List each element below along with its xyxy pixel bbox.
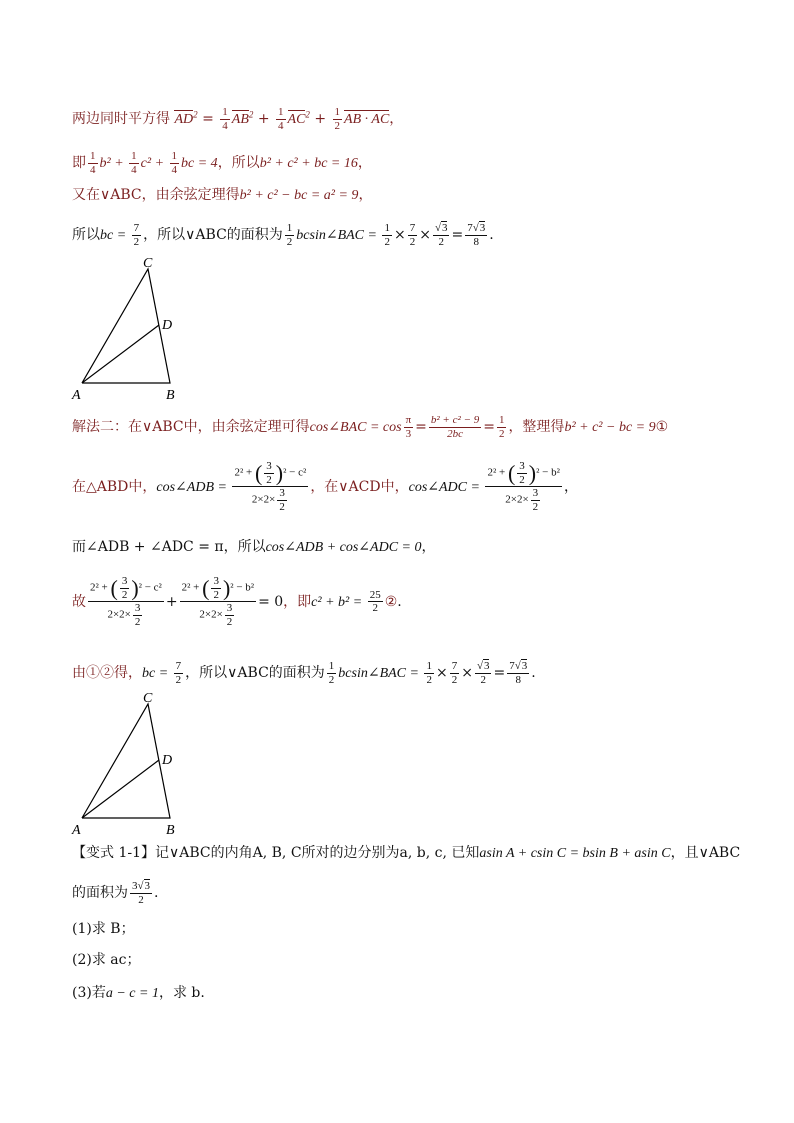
label-c: C [143, 256, 153, 271]
label-d: D [162, 318, 173, 333]
variant-problem-line1: 【变式 1-1】记∨ABC的内角A, B, C所对的边分别为a, b, c, 已知asin A + csin C = bsin B + asin C，且∨ABC [72, 845, 741, 861]
variant-problem-line2: 的面积为 $\frac{3√3}{2}$ . [72, 880, 159, 906]
line-solution-two: 解法二：在∨ABC中，由余弦定理可得cos∠BAC = cos $\frac{\pi}{3}$ = $\frac{\text{b² + c² − 9}}{2bc}$ = $\frac{1}{2}$ ，整理得b² + c² − bc = 9① [72, 414, 669, 440]
text-prefix: 两边同时平方得 [72, 111, 170, 128]
median-ad [82, 325, 159, 383]
question-1: (1)求 B； [72, 921, 135, 937]
label-b: B [166, 388, 175, 403]
label-a: A [72, 388, 81, 403]
triangle-figure-1 [70, 255, 190, 405]
label-c: C [143, 691, 153, 706]
question-3: (3)若a − c = 1，求 b. [72, 985, 205, 1001]
variant-title: 【变式 1-1】 [72, 845, 155, 861]
label-b: B [166, 823, 175, 838]
label-d: D [162, 753, 173, 768]
line-cos-adb-adc: 在△ABD中，cos∠ADB = 2² + ( $\frac{3}{2}$ )² − c² 2×2× $\frac{3}{2}$ ，在∨ACD中，cos∠ADC = 2² + ( $\frac{3}{2}$ )² − b² 2×2× $\frac{3}{2}$ ， [72, 460, 578, 513]
triangle-figure-2 [70, 690, 190, 840]
median-ad [82, 760, 159, 818]
label-a: A [72, 823, 81, 838]
line-square-both-sides: 两边同时平方得 $AD^2$ = $\frac{1}{4}$ $AB^2$ + $\frac{1}{4}$ $AC^2$ + $\frac{1}{2}$ AB · AC， [72, 106, 404, 132]
vector-ad: $AD^2$ [174, 109, 198, 128]
line-area-result-2: 由①②得，bc = $\frac{7}{2}$ ，所以∨ABC的面积为 $\frac{1}{2}$ bcsin∠BAC = $\frac{1}{2}$ × $\frac{7}{2}$ × $\frac{√3}{2}$ = $\frac{7√3}{8}$ . [72, 660, 536, 686]
line-law-of-cosines: 又在∨ABC，由余弦定理得b² + c² − bc = a² = 9， [72, 187, 373, 203]
question-2: (2)求 ac； [72, 952, 141, 968]
line-therefore: 故 2² + ( $\frac{3}{2}$ )² − c² 2×2× $\frac{3}{2}$ + 2² + ( $\frac{3}{2}$ )² − b² 2×2× $\frac{3}{2}$ = 0，即c² + b² = $\frac{25}{2}$ ②. [72, 575, 402, 628]
line-area-result-1: 所以bc = $\frac{7}{2}$ ，所以∨ABC的面积为 $\frac{1}{2}$ bcsin∠BAC = $\frac{1}{2}$ × $\frac{7}{2}$ × $\frac{√3}{2}$ = $\frac{7√3}{8}$ . [72, 222, 494, 248]
line-angle-sum: 而∠ADB + ∠ADC = π，所以cos∠ADB + cos∠ADC = 0， [72, 539, 436, 555]
line-expand: 即 $\frac{1}{4}$ b² + $\frac{1}{4}$ c² + $\frac{1}{4}$ bc = 4，所以b² + c² + bc = 16， [72, 150, 372, 176]
